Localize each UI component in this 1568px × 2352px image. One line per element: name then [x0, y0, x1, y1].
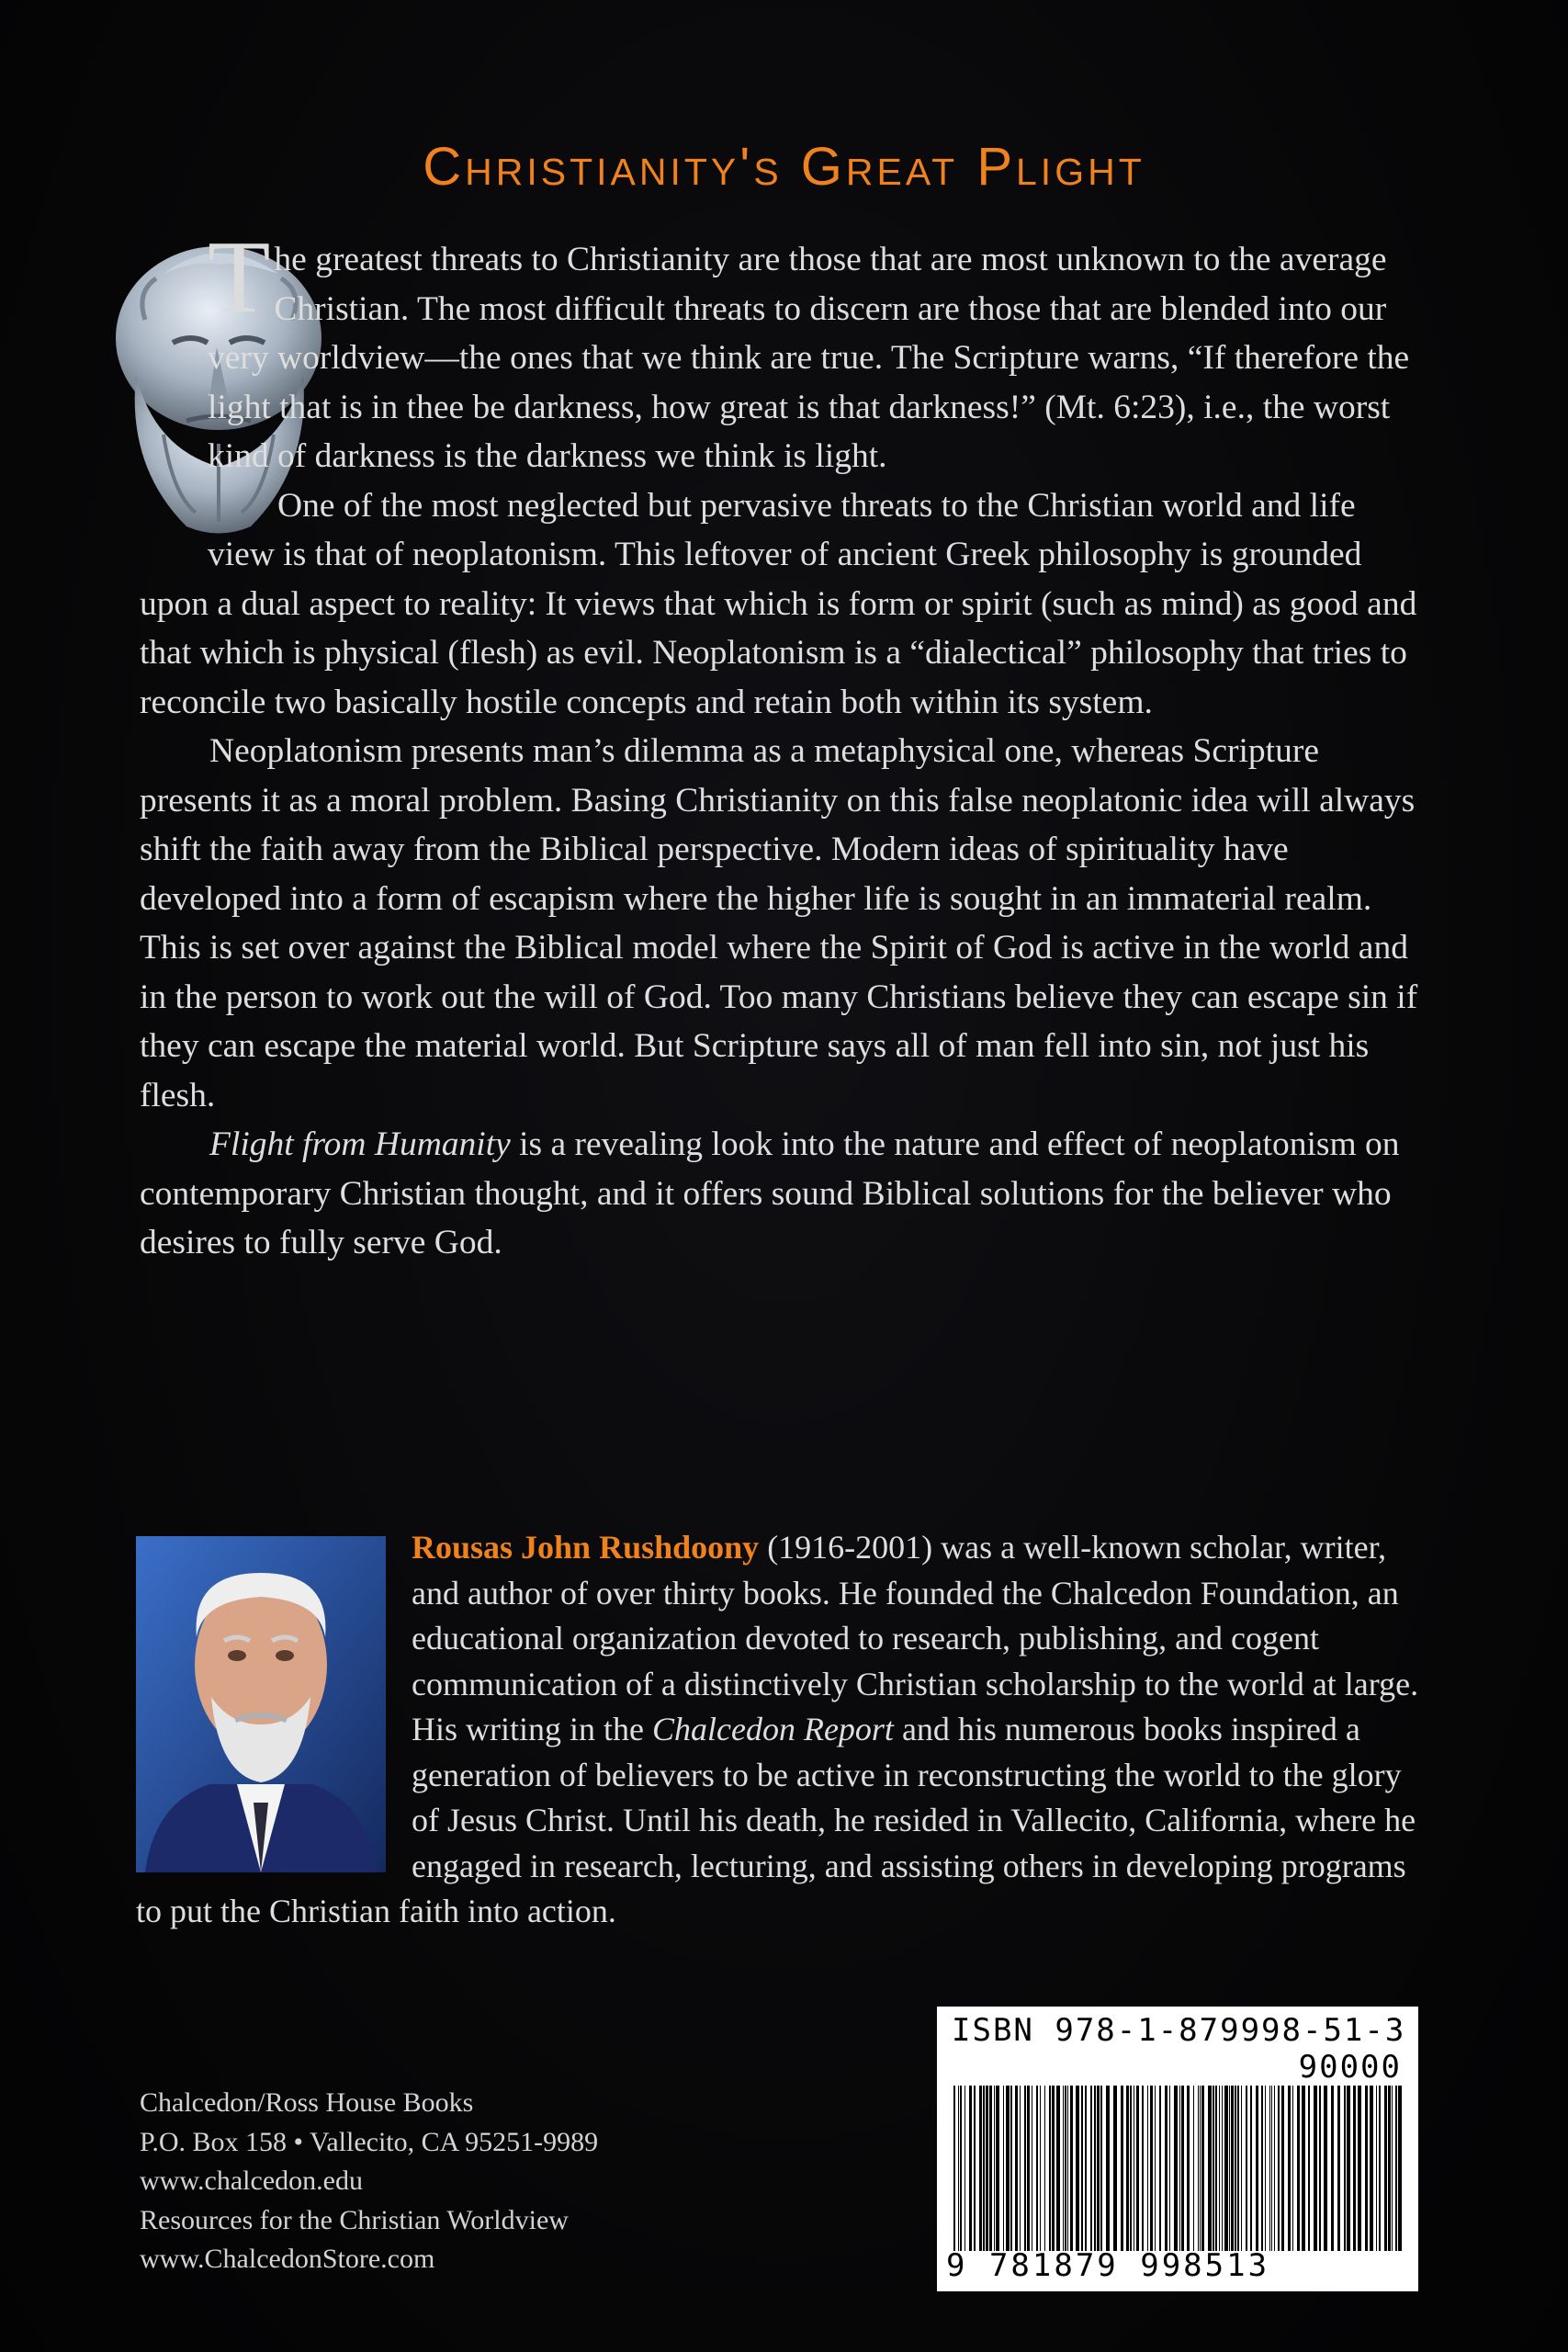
- barcode-bar: [1085, 2086, 1087, 2251]
- barcode-bar: [1179, 2086, 1180, 2251]
- barcode-bar: [964, 2086, 965, 2251]
- barcode-bar: [1142, 2086, 1144, 2251]
- barcode-bar: [1198, 2086, 1199, 2251]
- barcode-bar: [1010, 2086, 1012, 2251]
- barcode-bar: [1219, 2086, 1220, 2251]
- barcode-bar: [1235, 2086, 1236, 2251]
- barcode-bar: [1269, 2086, 1270, 2251]
- barcode-bar: [1063, 2086, 1064, 2251]
- barcode-bar: [1213, 2086, 1214, 2251]
- barcode-bar: [953, 2086, 955, 2251]
- barcode-bar: [1130, 2086, 1132, 2251]
- barcode-bar: [1376, 2086, 1377, 2251]
- barcode-bar: [1222, 2086, 1223, 2251]
- barcode-bar: [1201, 2086, 1204, 2251]
- cover-title: Christianity's Great Plight: [423, 137, 1145, 197]
- intro-paragraph: [140, 220, 1426, 481]
- closing-text: is a revealing look into the nature and effect of neoplatonism on contemporary Christian thought, and it offers sound Biblical solutions for the believer who desires to fully serve God.: [140, 1125, 1400, 1261]
- barcode-bar: [1003, 2086, 1004, 2251]
- barcode-bar: [1094, 2086, 1096, 2251]
- barcode-bar: [1040, 2086, 1041, 2251]
- barcode-bar: [1065, 2086, 1066, 2251]
- author-name: Rousas John Rushdoony: [412, 1529, 760, 1566]
- barcode-bar: [1324, 2086, 1327, 2251]
- barcode-bar: [1100, 2086, 1102, 2251]
- barcode-bar: [1261, 2086, 1263, 2251]
- barcode-bar: [1020, 2086, 1021, 2251]
- barcode-digits: 9 781879 998513: [946, 2247, 1270, 2284]
- barcode-bar: [1379, 2086, 1381, 2251]
- barcode-bar: [974, 2086, 976, 2251]
- barcode-bar: [1024, 2086, 1026, 2251]
- description-text: [140, 220, 1426, 1268]
- barcode-bar: [1370, 2086, 1373, 2251]
- publisher-store: www.ChalcedonStore.com: [140, 2244, 435, 2274]
- publisher-tagline: Resources for the Christian Worldview: [140, 2204, 569, 2235]
- isbn-number: ISBN 978-1-879998-51-3: [952, 2012, 1406, 2049]
- barcode-bar: [1215, 2086, 1217, 2251]
- paragraph-dilemma: Neoplatonism presents man’s dilemma as a metaphysical one, whereas Scripture presents it as a moral problem. Basing Christianity on this false neoplatonic idea will always shift the faith away from the Biblical perspective. Modern ideas of spirituality have developed into a form of escapism where the higher life is sought in an immaterial realm. This is set over against the Biblical model where the Spirit of God is active in the world and in the person to work out the will of God. Too many Christians believe they can escape sin if they can escape the material world. But Scripture says all of man fell into sin, not just his flesh.: [140, 732, 1418, 1114]
- barcode-bar: [986, 2086, 988, 2251]
- barcode-bar: [1027, 2086, 1030, 2251]
- barcode-bar: [1319, 2086, 1321, 2251]
- barcode-bar: [1271, 2086, 1272, 2251]
- paragraph-closing: [140, 1120, 1426, 1268]
- barcode-bar: [994, 2086, 995, 2251]
- barcode-bar: [1265, 2086, 1266, 2251]
- publisher-website: www.chalcedon.edu: [140, 2165, 363, 2196]
- barcode-bar: [1331, 2086, 1334, 2251]
- barcode-bar: [1241, 2086, 1242, 2251]
- publisher-info: [140, 2084, 783, 2279]
- author-bio-part1: (1916-2001) was a well-known scholar, writer, and author of over thirty books. He founded the Chalcedon Foundation, an educational organization devoted to research, publishing, and cogent communication of a distinctively Christian scholarship to the world at large. His writing in the: [412, 1529, 1419, 1747]
- barcode-bar: [1067, 2086, 1068, 2251]
- book-title: Flight from Humanity: [209, 1125, 511, 1163]
- barcode-bar: [1229, 2086, 1230, 2251]
- barcode-bar: [969, 2086, 972, 2251]
- isbn-barcode: [937, 2007, 1418, 2291]
- barcode-bar: [1126, 2086, 1129, 2251]
- barcode-bar: [1193, 2086, 1194, 2251]
- barcode-bar: [1113, 2086, 1117, 2251]
- barcode-bar: [1395, 2086, 1397, 2251]
- barcode-bar: [1246, 2086, 1247, 2251]
- author-bio-part2: and his numerous books inspired a generation of believers to be active in reconstructing the world to the glory of Jesus Christ. Until his death, he resided in Vallecito, California, where he engaged in research, lecturing, and assisting others in developing programs to put the Christian faith into action.: [136, 1711, 1416, 1929]
- barcode-bar: [1081, 2086, 1083, 2251]
- barcode-bar: [1056, 2086, 1060, 2251]
- barcode-bar: [1274, 2086, 1275, 2251]
- drop-cap: T: [208, 220, 271, 334]
- barcode-bar: [1036, 2086, 1038, 2251]
- barcode-bar: [1174, 2086, 1178, 2251]
- barcode-bar: [1384, 2086, 1387, 2251]
- publisher-name: Chalcedon/Ross House Books: [140, 2087, 474, 2118]
- barcode-bar: [1147, 2086, 1148, 2251]
- barcode-bar: [983, 2086, 985, 2251]
- barcode-bar: [1358, 2086, 1361, 2251]
- barcode-bar: [1015, 2086, 1018, 2251]
- barcode-bar: [1256, 2086, 1258, 2251]
- price-code: 90000: [1298, 2049, 1402, 2086]
- barcode-bars: [952, 2086, 1404, 2251]
- barcode-bar: [1281, 2086, 1284, 2251]
- barcode-bar: [1353, 2086, 1356, 2251]
- barcode-bar: [1337, 2086, 1340, 2251]
- barcode-bar: [1297, 2086, 1300, 2251]
- barcode-bar: [1159, 2086, 1161, 2251]
- barcode-bar: [1121, 2086, 1123, 2251]
- barcode-bar: [1208, 2086, 1212, 2251]
- intro-text: he greatest threats to Christianity are those that are most unknown to the average Christian. The most difficult threats to discern are those that are blended into our very worldview—the ones that we think are true. The Scripture warns, “If therefore the light that is in thee be darkness, how great is that darkness!” (Mt. 6:23), i.e., the worst kind of darkness is the darkness we think is light.: [208, 241, 1410, 475]
- barcode-bar: [1181, 2086, 1184, 2251]
- barcode-bar: [1237, 2086, 1239, 2251]
- barcode-bar: [1090, 2086, 1092, 2251]
- barcode-bar: [1344, 2086, 1346, 2251]
- barcode-bar: [1006, 2086, 1010, 2251]
- author-bio: [136, 1525, 1422, 1935]
- paragraph-neoplatonism: One of the most neglected but pervasive threats to the Christian world and life view is that of neoplatonism. This leftover of ancient Greek philosophy is grounded upon a dual aspect to reality: It views that which is form or spirit (such as mind) as good and that which is physical (flesh) as evil. Neoplatonism is a “dialectical” philosophy that tries to reconcile two basically hostile concepts and retain both within its system.: [140, 486, 1417, 721]
- barcode-bar: [1070, 2086, 1073, 2251]
- barcode-bar: [1052, 2086, 1055, 2251]
- publisher-address: P.O. Box 158 • Vallecito, CA 95251-9989: [140, 2126, 599, 2157]
- barcode-bar: [979, 2086, 982, 2251]
- barcode-bar: [1392, 2086, 1393, 2251]
- barcode-bar: [1278, 2086, 1280, 2251]
- barcode-bar: [1136, 2086, 1139, 2251]
- author-bio-paragraph: [136, 1525, 1422, 1935]
- barcode-bar: [1308, 2086, 1310, 2251]
- barcode-bar: [989, 2086, 992, 2251]
- barcode-bar: [1302, 2086, 1305, 2251]
- barcode-bar: [1250, 2086, 1252, 2251]
- barcode-bar: [1106, 2086, 1110, 2251]
- barcode-bar: [1365, 2086, 1368, 2251]
- barcode-bar: [1292, 2086, 1293, 2251]
- barcode-bar: [1165, 2086, 1168, 2251]
- barcode-bar: [1169, 2086, 1170, 2251]
- barcode-bar: [1231, 2086, 1234, 2251]
- barcode-bar: [1398, 2086, 1402, 2251]
- barcode-bar: [1187, 2086, 1190, 2251]
- barcode-bar: [1200, 2086, 1201, 2251]
- barcode-bar: [1044, 2086, 1045, 2251]
- author-publication: Chalcedon Report: [651, 1711, 894, 1747]
- barcode-bar: [1314, 2086, 1317, 2251]
- barcode-bar: [1076, 2086, 1079, 2251]
- barcode-bar: [1049, 2086, 1051, 2251]
- barcode-bar: [1288, 2086, 1291, 2251]
- barcode-bar: [1155, 2086, 1156, 2251]
- barcode-bar: [1224, 2086, 1228, 2251]
- barcode-bar: [958, 2086, 959, 2251]
- barcode-bar: [996, 2086, 999, 2251]
- barcode-bar: [1150, 2086, 1153, 2251]
- barcode-bar: [1097, 2086, 1100, 2251]
- barcode-bar: [1388, 2086, 1391, 2251]
- barcode-bar: [960, 2086, 962, 2251]
- barcode-bar: [1347, 2086, 1350, 2251]
